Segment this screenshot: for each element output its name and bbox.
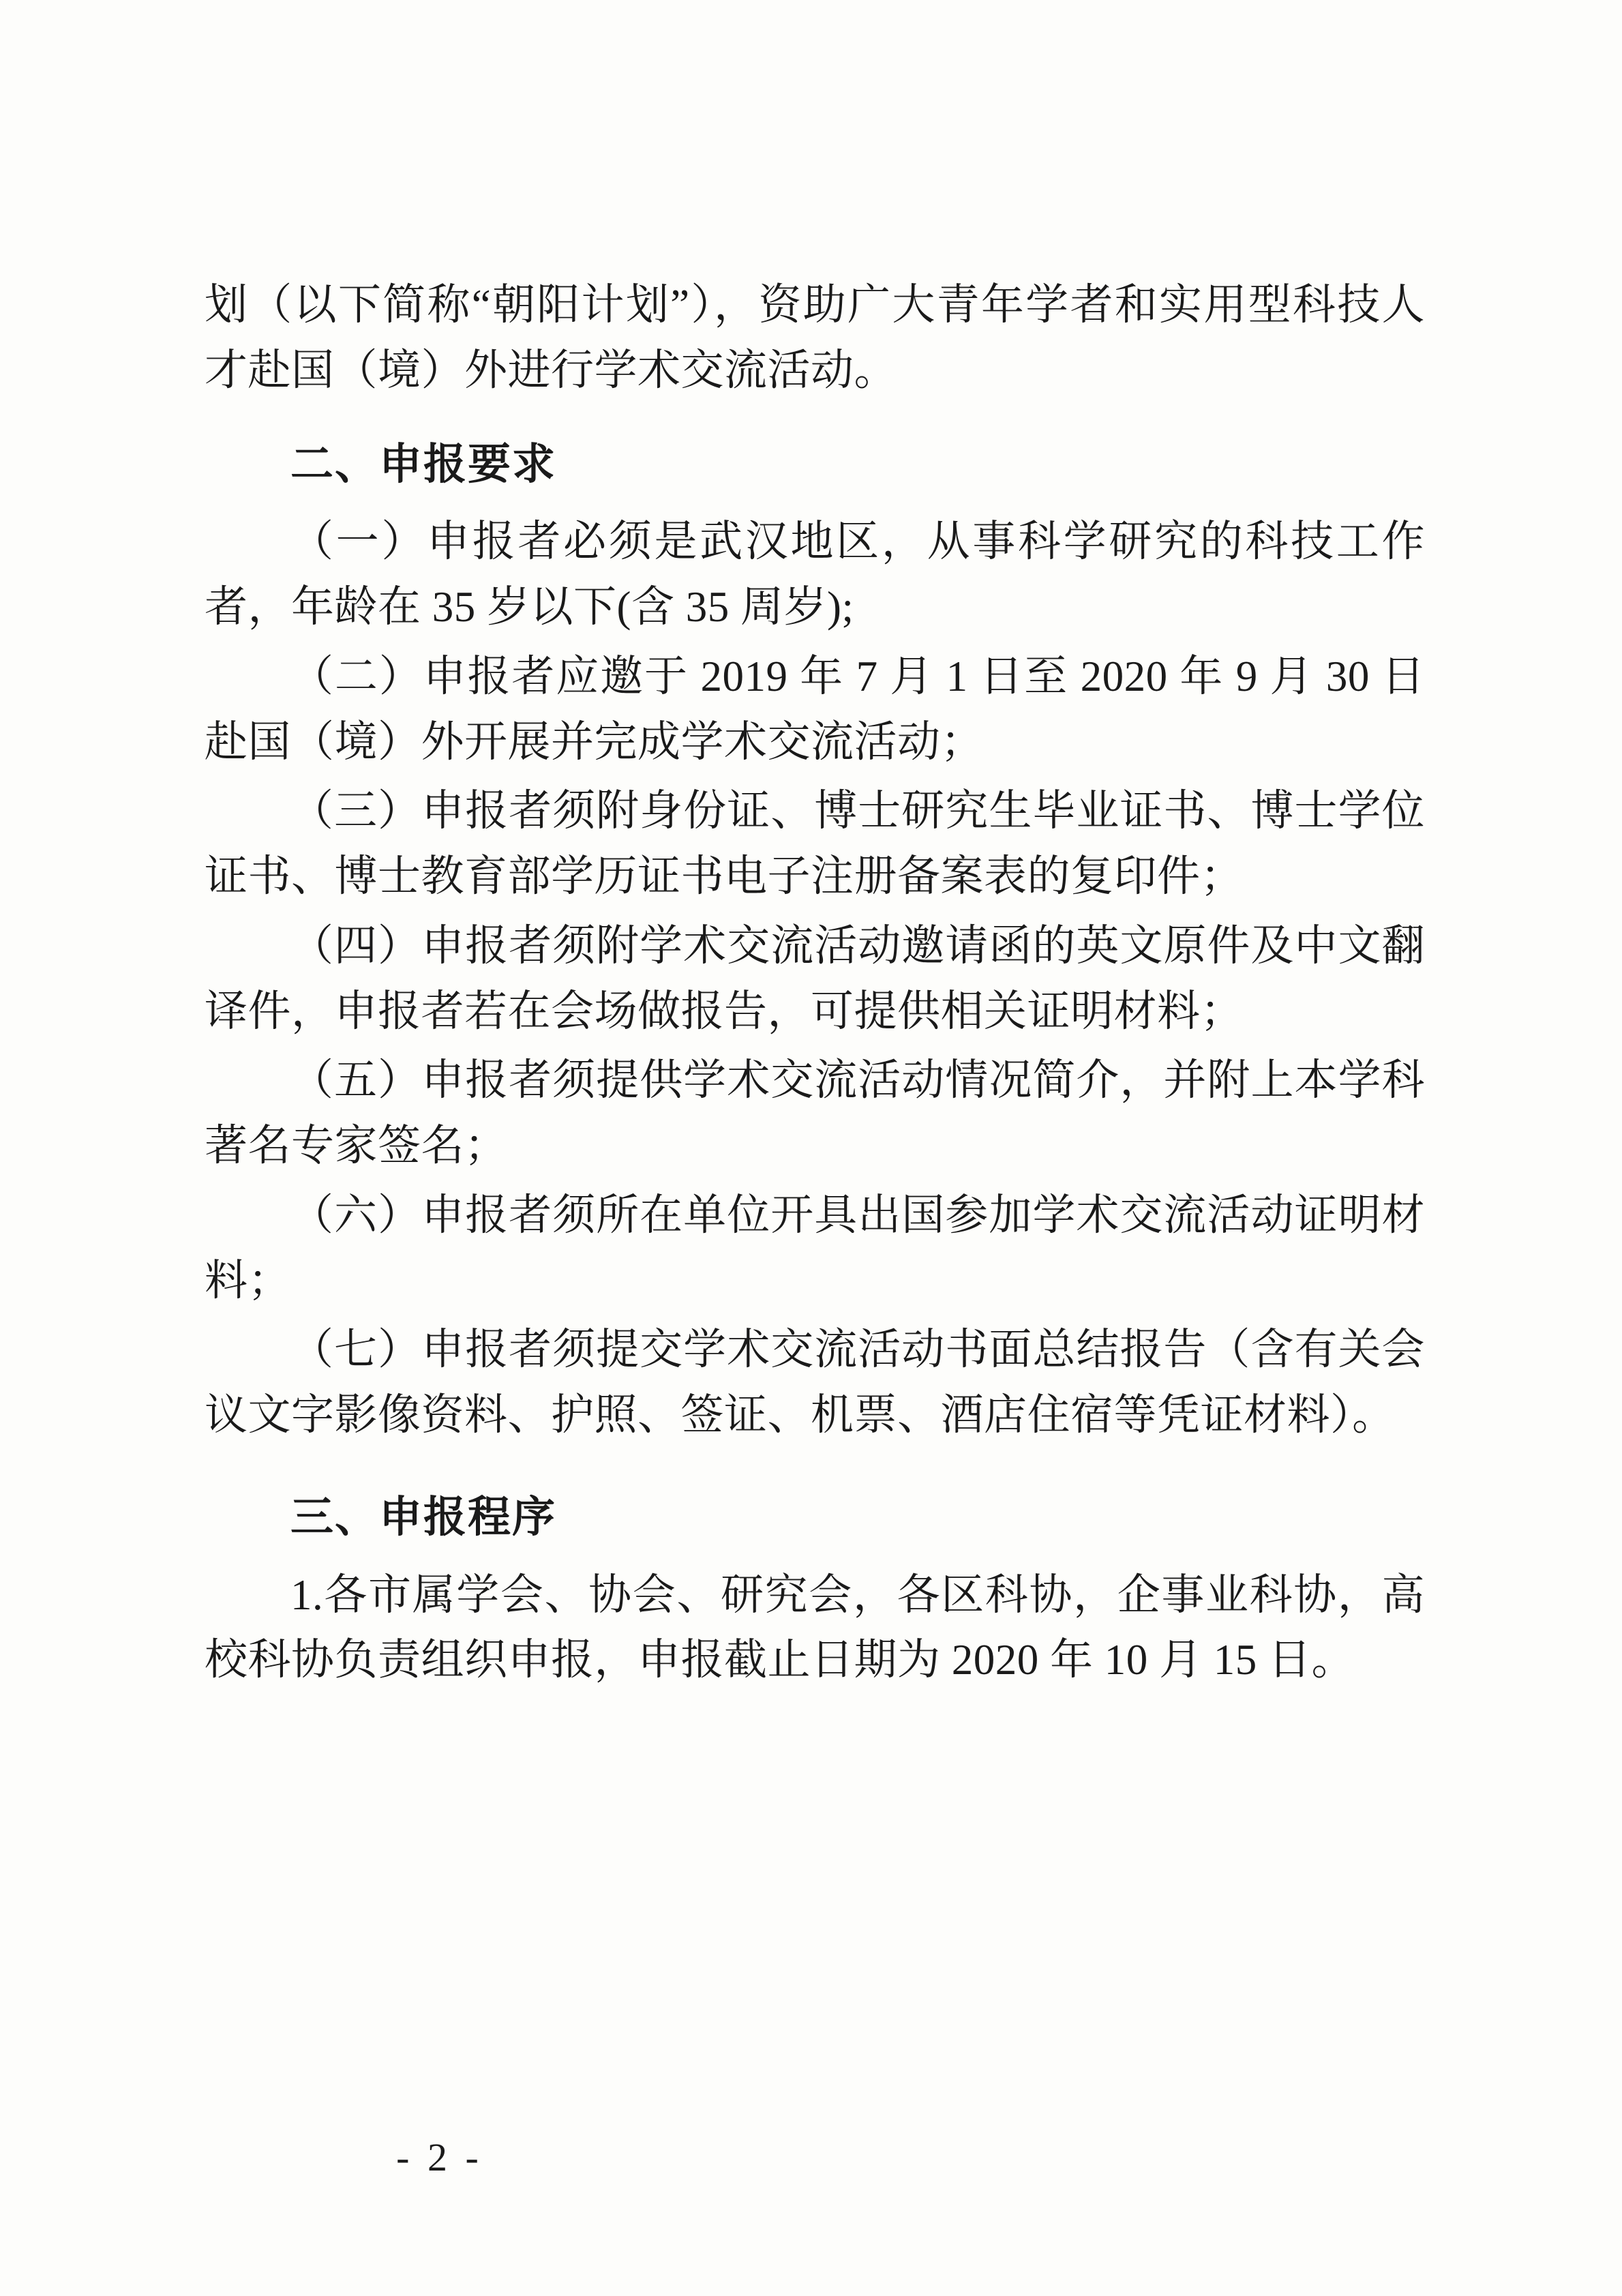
requirement-item-4: （四）申报者须附学术交流活动邀请函的英文原件及中文翻译件，申报者若在会场做报告，可提供相关证明材料； <box>205 921 1425 1035</box>
requirement-item-5: （五）申报者须提供学术交流活动情况简介，并附上本学科著名专家签名； <box>205 1056 1425 1169</box>
requirement-item-3: （三）申报者须附身份证、博士研究生毕业证书、博士学位证书、博士教育部学历证书电子注册备案表的复印件； <box>205 787 1425 900</box>
requirement-item-2: （二）申报者应邀于 2019 年 7 月 1 日至 2020 年 9 月 30 日赴国（境）外开展并完成学术交流活动； <box>205 652 1425 766</box>
page-footer <box>0 2134 1622 2180</box>
spacer <box>205 1452 1425 1467</box>
requirement-item-6: （六）申报者须所在单位开具出国参加学术交流活动证明材料； <box>205 1191 1425 1304</box>
procedure-item-1: 1.各市属学会、协会、研究会，各区科协，企事业科协，高校科协负责组织申报，申报截止日期为 2020 年 10 月 15 日。 <box>205 1570 1425 1684</box>
requirement-item-1: （一）申报者必须是武汉地区，从事科学研究的科技工作者，年龄在 35 岁以下(含 35 周岁); <box>205 518 1425 631</box>
page-content <box>205 273 1425 1697</box>
spacer <box>205 408 1425 415</box>
page-number: - 2 - <box>396 2135 483 2179</box>
continued-paragraph: 划（以下简称“朝阳计划”），资助广大青年学者和实用型科技人才赴国（境）外进行学术交流活动。 <box>205 281 1425 394</box>
requirement-item-7: （七）申报者须提交学术交流活动书面总结报告（含有关会议文字影像资料、护照、签证、机票、酒店住宿等凭证材料）。 <box>205 1326 1425 1439</box>
section-heading-three: 三、申报程序 <box>290 1493 556 1541</box>
section-heading-two: 二、申报要求 <box>290 440 556 488</box>
